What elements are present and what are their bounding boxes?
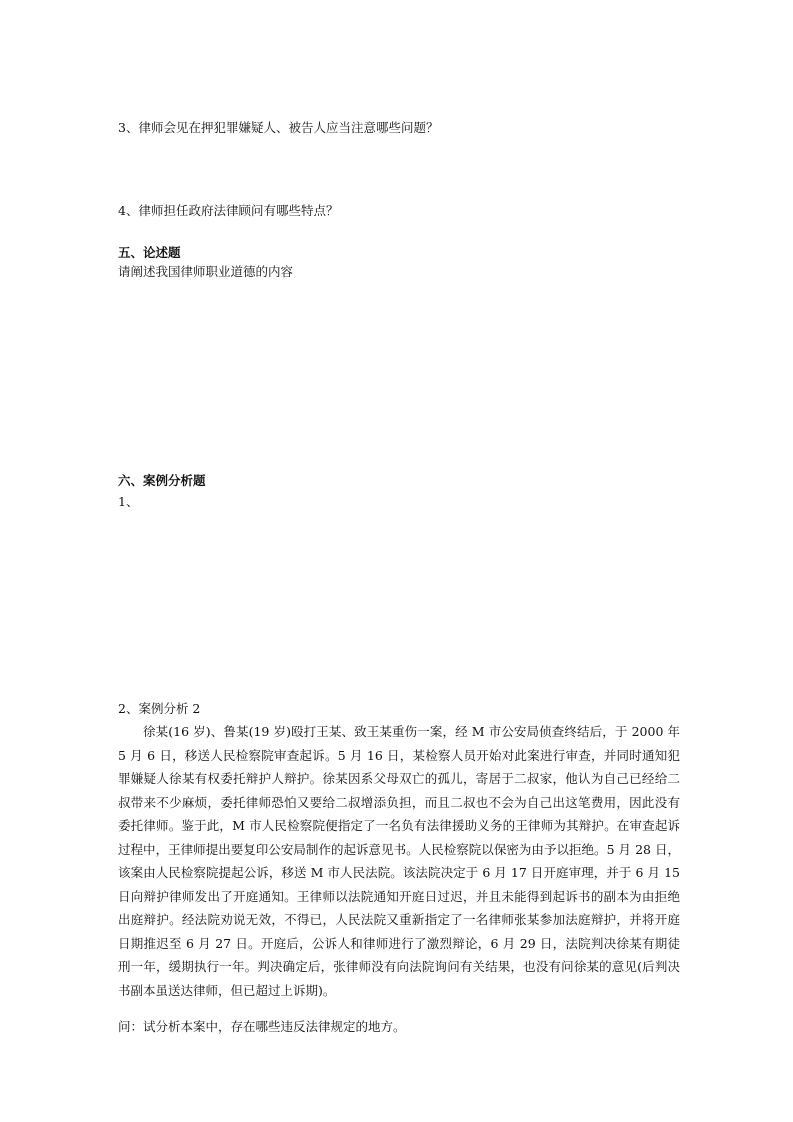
case-1-label: 1、 <box>118 494 139 509</box>
section-5-heading: 五、论述题 <box>118 245 181 260</box>
section-5-prompt: 请阐述我国律师职业道德的内容 <box>118 264 294 279</box>
case-2-label: 2、案例分析 2 <box>118 701 201 716</box>
question-4: 4、律师担任政府法律顾问有哪些特点？ <box>118 203 339 218</box>
case-2-question: 问：试分析本案中，存在哪些违反法律规定的地方。 <box>118 1019 406 1034</box>
question-3: 3、律师会见在押犯罪嫌疑人、被告人应当注意哪些问题？ <box>118 120 439 135</box>
section-6-heading: 六、案例分析题 <box>118 473 206 488</box>
case-2-body: 徐某(16 岁)、鲁某(19 岁)殴打王某、致王某重伤一案，经 M 市公安局侦查终结后，于 2000 年 5 月 6 日，移送人民检察院审查起诉。5 月 16 日，某检察人员开始对此案进行审查，并同时通知犯罪嫌疑人徐某有权委托辩护人辩护。徐某因系父母双亡的孤儿，寄居于二叔家，他认为自己已经给二叔带来不少麻烦，委托律师恐怕又要给二叔增添负担，而且二叔也不会为自己出这笔费用，因此没有委托律师。鉴于此，M 市人民检察院便指定了一名负有法律援助义务的王律师为其辩护。在审查起诉过程中，王律师提出要复印公安局制作的起诉意见书。人民检察院以保密为由予以拒绝。5 月 28 日，该案由人民检察院提起公诉，移送 M 市人民法院。该法院决定于 6 月 17 日开庭审理，并于 6 月 15 日向辩护律师发出了开庭通知。王律师以法院通知开庭日过迟，并且未能得到起诉书的副本为由拒绝出庭辩护。经法院劝说无效，不得已，人民法院又重新指定了一名律师张某参加法庭辩护，并将开庭日期推迟至 6 月 27 日。开庭后，公诉人和律师进行了激烈辩论，6 月 29 日，法院判决徐某有期徒刑一年，缓期执行一年。判决确定后，张律师没有向法院询问有关结果，也没有问徐某的意见(后判决书副本虽送达律师，但已超过上诉期)。 <box>118 724 680 998</box>
